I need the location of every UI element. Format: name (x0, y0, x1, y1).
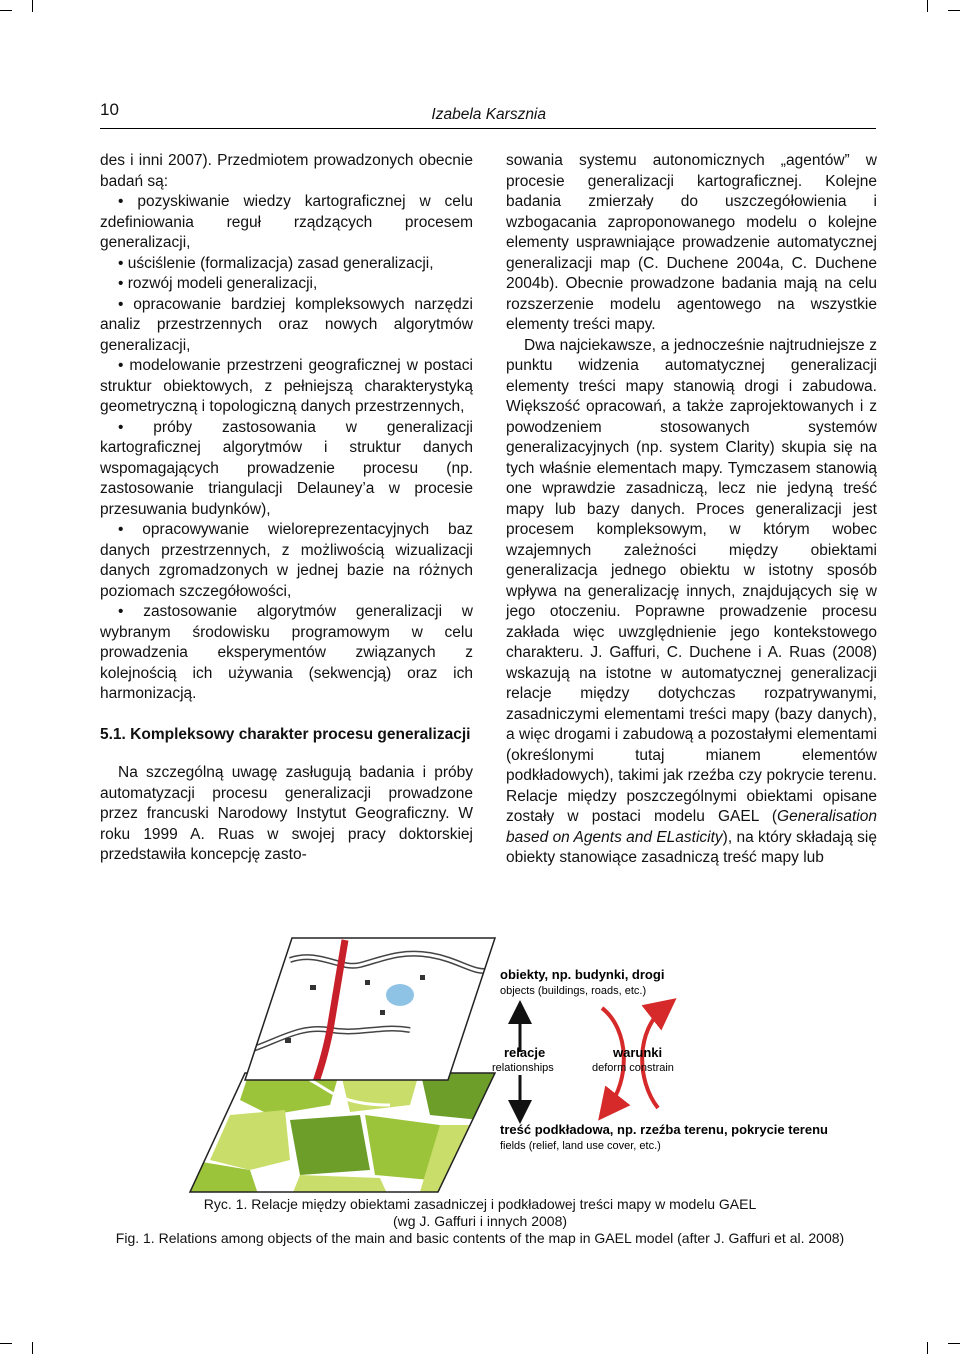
bullet-item: • modelowanie przestrzeni geograficznej w postaci struktur obiektowych, z pełniejszą charakterystyką geometryczną i topologiczną danych przestrzennych, (100, 357, 473, 415)
figure-caption-en: Fig. 1. Relations among objects of the main and basic contents of the map in GAEL model (after J. Gaffuri et al. 2008) (115, 1230, 845, 1246)
label-relations-pl: relacje (504, 1045, 546, 1060)
crop-mark (948, 10, 960, 11)
page-number: 10 (100, 100, 119, 119)
page-header (100, 98, 876, 129)
paragraph: sowania systemu autonomicznych „agentów” w procesie generalizacji kartograficznej. Kolejne badania zmierzały do uszczegółowienia i wzbogacania zaproponowanego modelu o kolejne elementy usprawniające prowadzenie automatycznej generalizacji map (C. Duchene 2004a, C. Duchene 2004b). Obecnie prowadzone badania mają na celu rozszerzenie modelu agentowego na wszystkie elementy treści mapy. (506, 152, 877, 333)
crop-mark (32, 0, 33, 12)
bullet-item: • opracowanie bardziej kompleksowych narzędzi analiz przestrzennych oraz nowych algorytmów generalizacji, (100, 295, 473, 354)
paragraph (506, 336, 877, 869)
section-heading: 5.1. Kompleksowy charakter procesu generalizacji (100, 725, 471, 743)
right-column (506, 151, 877, 869)
figure-caption-source: (wg J. Gaffuri i innych 2008) (392, 1213, 568, 1229)
crop-mark (32, 1342, 33, 1354)
crop-mark (0, 10, 12, 11)
label-objects-en: objects (buildings, roads, etc.) (500, 985, 647, 997)
paragraph-text: ), na który składają się obiekty stanowiące zasadniczą treść mapy lub (506, 828, 877, 866)
bullet-item: • zastosowanie algorytmów generalizacji w wybranym środowisku programowym w celu prowadzenia eksperymentów związanych z kolejnością ich używania (sekwencją) oraz ich harmonizacją. (100, 603, 473, 702)
figure-caption-pl: Ryc. 1. Relacje między obiektami zasadniczej i podkładowej treści mapy w modelu GAEL (203, 1196, 757, 1212)
crop-mark (927, 0, 928, 12)
crop-mark (927, 1342, 928, 1354)
bullet-item: • opracowywanie wieloreprezentacyjnych baz danych przestrzennych, z możliwością wizualizacji danych zgromadzonych w jednej bazie na różnych poziomach szczegółowości, (100, 521, 473, 600)
paragraph-italic: Generalisation based on Agents and ELasticity (506, 808, 877, 846)
label-objects-pl: obiekty, np. budynki, drogi (500, 967, 665, 982)
gael-diagram (190, 930, 828, 1200)
label-fields-en: fields (relief, land use cover, etc.) (500, 1140, 661, 1152)
crop-mark (0, 1343, 12, 1344)
bullet-item: • rozwój modeli generalizacji, (118, 275, 318, 292)
paragraph: des i inni 2007). Przedmiotem prowadzonych obecnie badań są: (100, 152, 473, 190)
bullet-item: • pozyskiwanie wiedzy kartograficznej w celu zdefiniowania reguł rządzących procesem generalizacji, (100, 193, 473, 251)
label-conditions-pl: warunki (613, 1045, 663, 1060)
left-column (100, 151, 473, 866)
gael-figure (190, 930, 828, 1200)
label-relations-en: relationships (492, 1062, 554, 1074)
paragraph: Na szczególną uwagę zasługują badania i próby automatyzacji procesu generalizacji prowadzone przez francuski Narodowy Instytut Geograficzny. W roku 1999 A. Ruas w swojej pracy doktorskiej przedstawiła koncepcję zasto- (100, 764, 473, 863)
paragraph-text: Dwa najciekawsze, a jednocześnie najtrudniejsze z punktu widzenia automatycznej generalizacji elementy treści mapy stanowią drogi i zabudowa. Większość opracowań, a także zaprojektowanych i z powodzeniem stosowanych systemów generalizacyjnych (np. system Clarity) skupia się na tych właśnie elementach mapy. Tymczasem stanowią one wprawdzie zasadniczą, lecz nie jedyną treść mapy lub bazy danych. Proces generalizacji jest procesem kompleksowym, w którym wobec wzajemnych zależności między obiektami generalizacja jednego obiektu w istotny sposób wpływa na generalizację innych, znajdujących się w jego otoczeniu. Poprawne prowadzenie procesu zakłada więc uwzględnienie jego kontekstowego charakteru. J. Gaffuri, C. Duchene i A. Ruas (2008) wskazują na istotne w automatycznej generalizacji relacje między dotychczas rozpatrywanymi, zasadniczymi elementami treści mapy (bazy danych), a więc drogami i zabudową a pozostałymi elementami (określonymi tutaj mianem elementów podkładowych), takimi jak rzeźba czy pokrycie terenu. Relacje między poszczególnymi obiektami opisane zostały w postaci modelu GAEL ( (506, 336, 877, 825)
bullet-item: • próby zastosowania w generalizacji kartograficznej algorytmów i struktur danych wspomagających prowadzenie procesu (np. zastosowanie triangulacji Delauney’a w procesie przesuwania budynków), (100, 418, 473, 518)
running-head-author: Izabela Karsznia (431, 106, 546, 123)
objects-layer (240, 930, 500, 1090)
label-conditions-en: deform constrain (592, 1062, 674, 1074)
bullet-item: • uściślenie (formalizacja) zasad generalizacji, (118, 254, 434, 272)
crop-mark (948, 1343, 960, 1344)
label-fields-pl: treść podkładowa, np. rzeźba terenu, pokrycie terenu (500, 1122, 828, 1137)
